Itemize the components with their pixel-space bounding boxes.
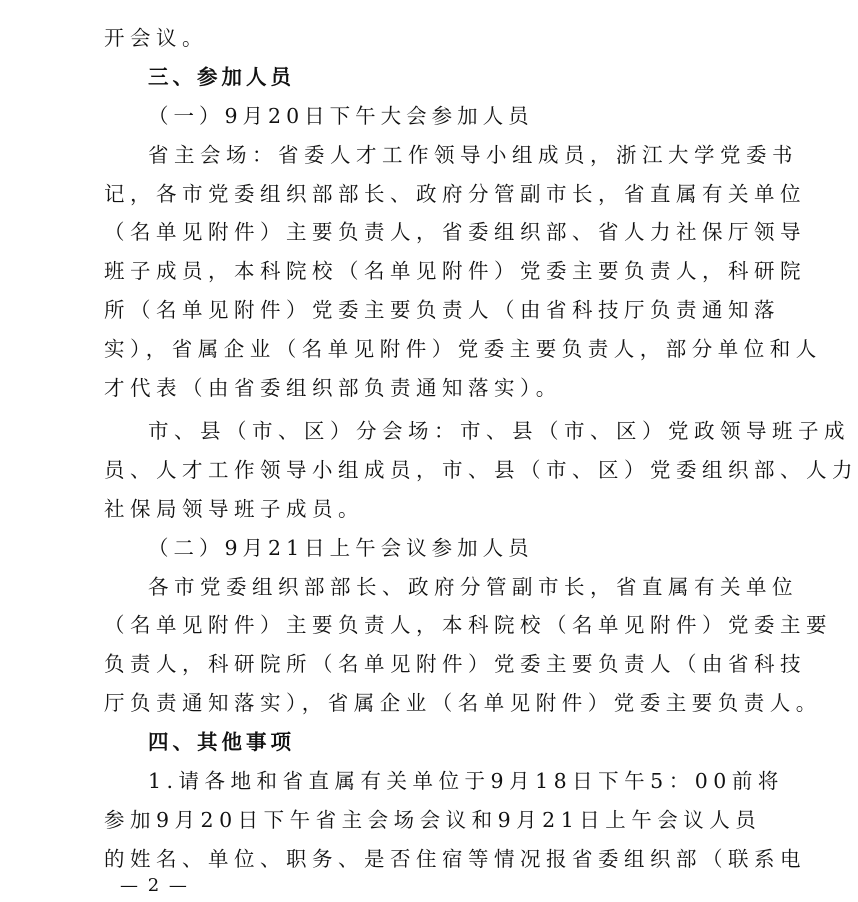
- paragraph-line: 开会议。: [104, 26, 208, 50]
- paragraph-line: 市、县（市、区）分会场：市、县（市、区）党政领导班子成: [148, 419, 850, 443]
- paragraph-line: 负责人，科研院所（名单见附件）党委主要负责人（由省科技: [104, 652, 806, 676]
- paragraph-line: 的姓名、单位、职务、是否住宿等情况报省委组织部（联系电: [104, 847, 806, 871]
- paragraph-line: 所（名单见附件）党委主要负责人（由省科技厅负责通知落: [104, 298, 780, 322]
- paragraph-line: 1.请各地和省直属有关单位于9月18日下午5：00前将: [148, 769, 784, 793]
- paragraph-line: （名单见附件）主要负责人，本科院校（名单见附件）党委主要: [104, 613, 832, 637]
- page-number: — 2 —: [120, 875, 189, 896]
- section-heading-other-matters: 四、其他事项: [148, 730, 295, 754]
- paragraph-line: 员、人才工作领导小组成员，市、县（市、区）党委组织部、人力: [104, 458, 858, 482]
- paragraph-line: （名单见附件）主要负责人，省委组织部、省人力社保厅领导: [104, 220, 806, 244]
- paragraph-line: 记，各市党委组织部部长、政府分管副市长，省直属有关单位: [104, 182, 806, 206]
- paragraph-line: 各市党委组织部部长、政府分管副市长，省直属有关单位: [148, 575, 798, 599]
- subheading-sept-21: （二）9月21日上午会议参加人员: [148, 536, 534, 560]
- paragraph-line: 厅负责通知落实），省属企业（名单见附件）党委主要负责人。: [104, 691, 822, 715]
- paragraph-line: 实），省属企业（名单见附件）党委主要负责人，部分单位和人: [104, 337, 822, 361]
- paragraph-line: 参加9月20日下午省主会场会议和9月21日上午会议人员: [104, 808, 762, 832]
- section-heading-participants: 三、参加人员: [148, 65, 295, 89]
- paragraph-line: 班子成员，本科院校（名单见附件）党委主要负责人，科研院: [104, 259, 806, 283]
- paragraph-line: 省主会场：省委人才工作领导小组成员，浙江大学党委书: [148, 143, 798, 167]
- paragraph-line: 社保局领导班子成员。: [104, 497, 364, 521]
- paragraph-line: 才代表（由省委组织部负责通知落实）。: [104, 376, 562, 400]
- subheading-sept-20: （一）9月20日下午大会参加人员: [148, 104, 534, 128]
